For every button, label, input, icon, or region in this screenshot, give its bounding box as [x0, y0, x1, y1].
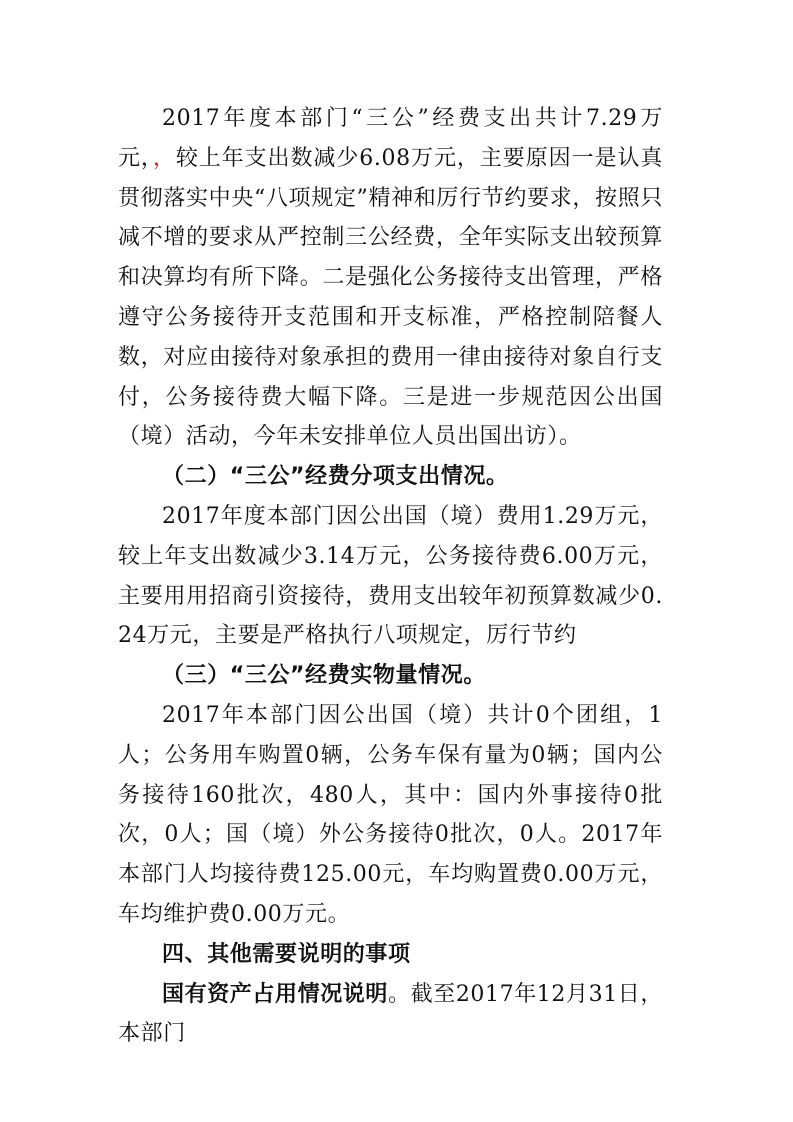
document-page — [118, 99, 663, 1054]
paragraph-physical-quantity: 2017年本部门因公出国（境）共计0个团组，1人；公务用车购置0辆，公务车保有量为0辆；国内公务接待160批次，480人，其中：国内外事接待0批次，0人；国（境）外公务接待0批次，0人。2017年本部门人均接待费125.00元，车均购置费0.00万元，车均维护费0.00万元。 — [118, 702, 663, 927]
heading-other-matters: 四、其他需要说明的事项 — [162, 941, 411, 967]
paragraph-summary — [118, 99, 663, 457]
stray-red-comma: ， — [152, 145, 176, 171]
summary-body: 较上年支出数减少6.08万元，主要原因一是认真贯彻落实中央“八项规定”精神和厉行节约要求，按照只减不增的要求从严控制三公经费，全年实际支出较预算和决算均有所下降。二是强化公务接待支出管理，严格遵守公务接待开支范围和开支标准，严格控制陪餐人数，对应由接待对象承担的费用一律由接待对象自行支付，公务接待费大幅下降。三是进一步规范因公出国（境）活动，今年未安排单位人员出国出访）。 — [118, 145, 663, 450]
paragraph-state-assets — [118, 975, 663, 1055]
paragraph-itemized-spending: 2017年度本部门因公出国（境）费用1.29万元，较上年支出数减少3.14万元，公务接待费6.00万元，主要用用招商引资接待，费用支出较年初预算数减少0.24万元，主要是严格执行八项规定，厉行节约 — [118, 503, 663, 649]
summary-lead: 2017年度本部门“三公”经费支出共计7.29万元， — [118, 106, 663, 171]
state-assets-label: 国有资产占用情况说明 — [162, 981, 389, 1007]
heading-physical-quantity: （三）“三公”经费实物量情况。 — [162, 663, 486, 689]
state-assets-text: 。截至2017年12月31日，本部门 — [118, 981, 663, 1047]
heading-itemized-spending: （二）“三公”经费分项支出情况。 — [162, 464, 509, 490]
